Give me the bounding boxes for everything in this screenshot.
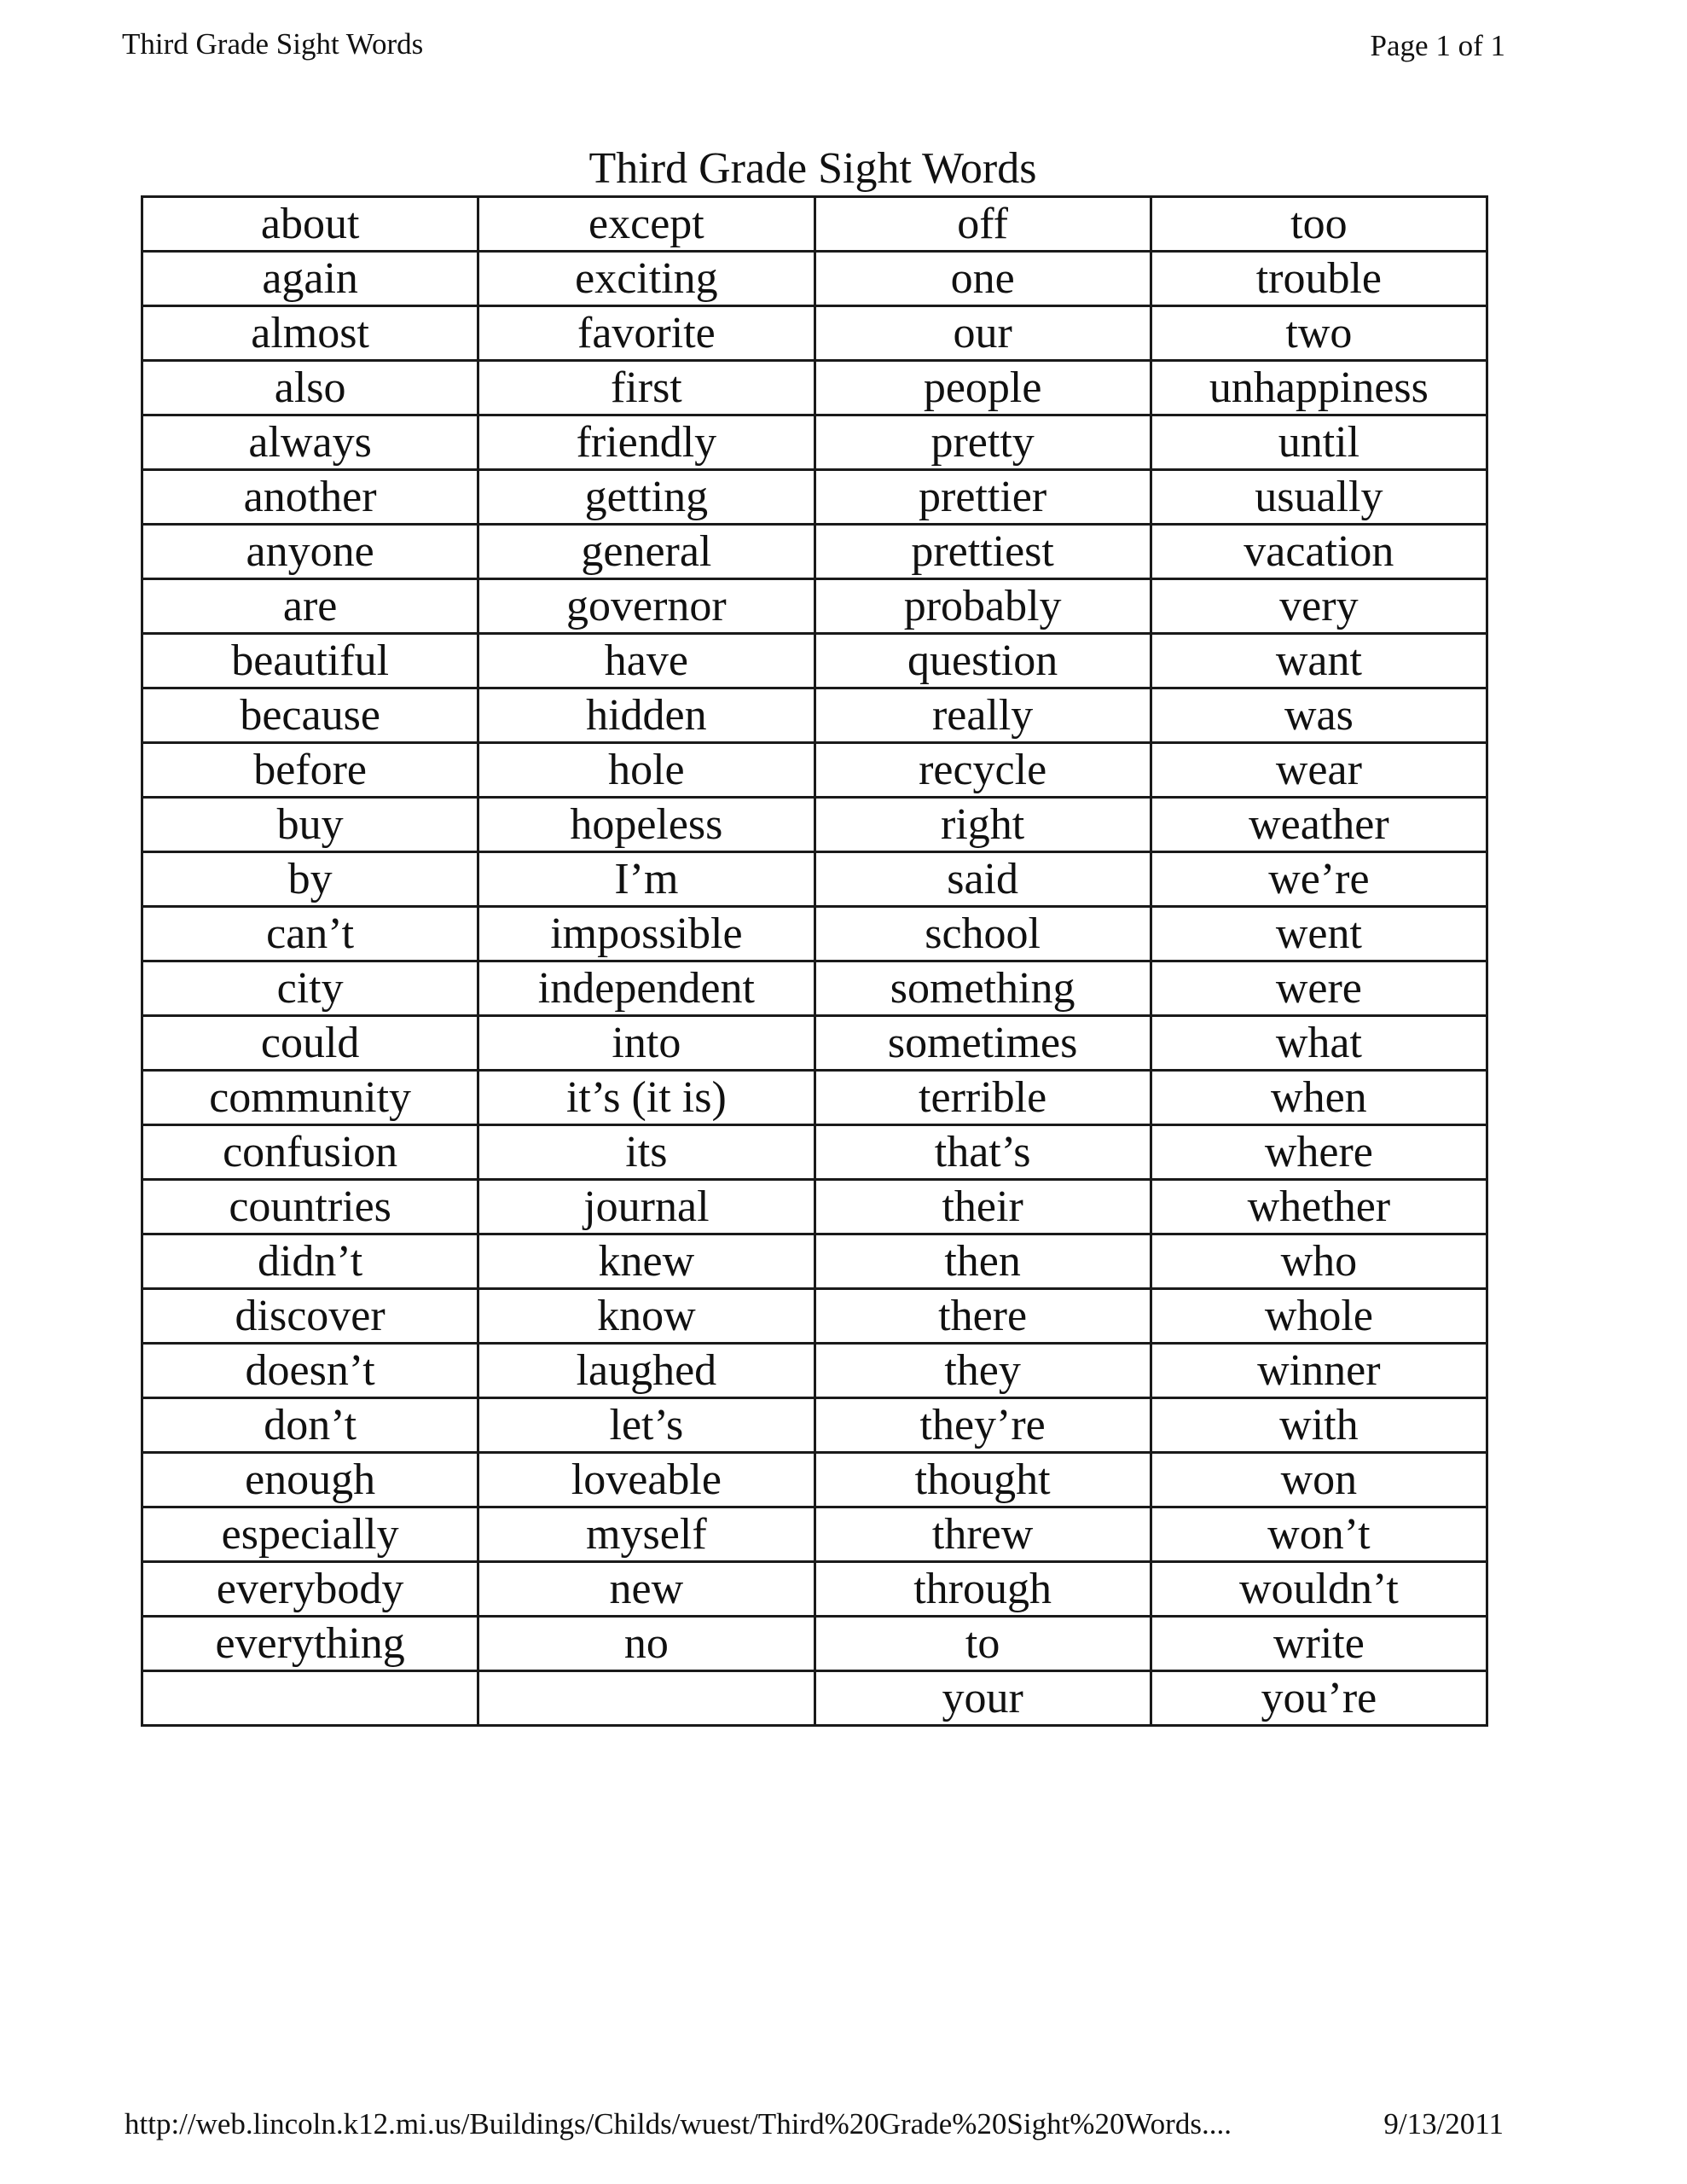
word-cell: their <box>815 1180 1151 1234</box>
table-row <box>142 1289 1487 1344</box>
word-cell: favorite <box>478 306 815 361</box>
word-cell: general <box>478 525 815 579</box>
word-cell: everything <box>142 1617 478 1671</box>
word-cell: discover <box>142 1289 478 1344</box>
table-row <box>142 415 1487 470</box>
word-cell: unhappiness <box>1151 361 1487 415</box>
word-cell: especially <box>142 1507 478 1562</box>
word-cell: that’s <box>815 1125 1151 1180</box>
table-row <box>142 1453 1487 1507</box>
table-row <box>142 197 1487 252</box>
word-cell: school <box>815 907 1151 961</box>
word-cell: hopeless <box>478 798 815 852</box>
word-cell: another <box>142 470 478 525</box>
word-cell: confusion <box>142 1125 478 1180</box>
word-cell: something <box>815 961 1151 1016</box>
table-row <box>142 798 1487 852</box>
word-cell: people <box>815 361 1151 415</box>
table-row <box>142 361 1487 415</box>
word-cell: vacation <box>1151 525 1487 579</box>
word-cell: recycle <box>815 743 1151 798</box>
word-cell: into <box>478 1016 815 1071</box>
word-cell: trouble <box>1151 252 1487 306</box>
word-cell: enough <box>142 1453 478 1507</box>
word-cell: everybody <box>142 1562 478 1617</box>
word-cell: before <box>142 743 478 798</box>
print-date: 9/13/2011 <box>1383 2107 1504 2140</box>
table-row <box>142 579 1487 634</box>
word-cell: were <box>1151 961 1487 1016</box>
word-cell: getting <box>478 470 815 525</box>
word-cell: laughed <box>478 1344 815 1398</box>
word-cell: city <box>142 961 478 1016</box>
word-cell: almost <box>142 306 478 361</box>
table-row <box>142 1016 1487 1071</box>
word-cell: too <box>1151 197 1487 252</box>
word-cell: are <box>142 579 478 634</box>
word-cell: friendly <box>478 415 815 470</box>
word-cell: buy <box>142 798 478 852</box>
sight-words-table-body <box>142 197 1487 1726</box>
word-cell: by <box>142 852 478 907</box>
table-row <box>142 306 1487 361</box>
word-cell: could <box>142 1016 478 1071</box>
word-cell: no <box>478 1617 815 1671</box>
word-cell: independent <box>478 961 815 1016</box>
word-cell: whole <box>1151 1289 1487 1344</box>
table-row <box>142 1398 1487 1453</box>
word-cell: whether <box>1151 1180 1487 1234</box>
table-row <box>142 1180 1487 1234</box>
word-cell: prettiest <box>815 525 1151 579</box>
word-cell: countries <box>142 1180 478 1234</box>
table-row <box>142 688 1487 743</box>
word-cell: know <box>478 1289 815 1344</box>
word-cell: want <box>1151 634 1487 688</box>
table-row <box>142 1617 1487 1671</box>
word-cell: your <box>815 1671 1151 1726</box>
word-cell: question <box>815 634 1151 688</box>
word-cell: then <box>815 1234 1151 1289</box>
word-cell: we’re <box>1151 852 1487 907</box>
word-cell: didn’t <box>142 1234 478 1289</box>
word-cell: write <box>1151 1617 1487 1671</box>
word-cell: hole <box>478 743 815 798</box>
word-cell: probably <box>815 579 1151 634</box>
word-cell: new <box>478 1562 815 1617</box>
word-cell: said <box>815 852 1151 907</box>
word-cell: our <box>815 306 1151 361</box>
word-cell: let’s <box>478 1398 815 1453</box>
table-row <box>142 1234 1487 1289</box>
word-cell <box>478 1671 815 1726</box>
word-cell: terrible <box>815 1071 1151 1125</box>
word-cell: right <box>815 798 1151 852</box>
word-cell: beautiful <box>142 634 478 688</box>
word-cell: through <box>815 1562 1151 1617</box>
table-row <box>142 852 1487 907</box>
word-cell: won <box>1151 1453 1487 1507</box>
word-cell: winner <box>1151 1344 1487 1398</box>
word-cell: except <box>478 197 815 252</box>
word-cell: they <box>815 1344 1151 1398</box>
word-cell: myself <box>478 1507 815 1562</box>
word-cell: sometimes <box>815 1016 1151 1071</box>
word-cell: loveable <box>478 1453 815 1507</box>
word-cell: one <box>815 252 1151 306</box>
word-cell: where <box>1151 1125 1487 1180</box>
word-cell: exciting <box>478 252 815 306</box>
word-cell: knew <box>478 1234 815 1289</box>
table-row <box>142 1344 1487 1398</box>
table-row <box>142 1071 1487 1125</box>
word-cell: they’re <box>815 1398 1151 1453</box>
word-cell: also <box>142 361 478 415</box>
word-cell: off <box>815 197 1151 252</box>
word-cell: governor <box>478 579 815 634</box>
word-cell: prettier <box>815 470 1151 525</box>
source-url: http://web.lincoln.k12.mi.us/Buildings/Childs/wuest/Third%20Grade%20Sight%20Words.... <box>125 2107 1232 2140</box>
word-cell: again <box>142 252 478 306</box>
word-cell: with <box>1151 1398 1487 1453</box>
word-cell <box>142 1671 478 1726</box>
table-row <box>142 961 1487 1016</box>
table-row <box>142 1671 1487 1726</box>
word-cell: threw <box>815 1507 1151 1562</box>
word-cell: won’t <box>1151 1507 1487 1562</box>
word-cell: I’m <box>478 852 815 907</box>
word-cell: two <box>1151 306 1487 361</box>
word-cell: anyone <box>142 525 478 579</box>
word-cell: was <box>1151 688 1487 743</box>
word-cell: until <box>1151 415 1487 470</box>
word-cell: always <box>142 415 478 470</box>
word-cell: very <box>1151 579 1487 634</box>
table-row <box>142 252 1487 306</box>
table-row <box>142 1562 1487 1617</box>
word-cell: impossible <box>478 907 815 961</box>
word-cell: community <box>142 1071 478 1125</box>
word-cell: wouldn’t <box>1151 1562 1487 1617</box>
page-title: Third Grade Sight Words <box>588 144 1037 193</box>
word-cell: what <box>1151 1016 1487 1071</box>
word-cell: about <box>142 197 478 252</box>
word-cell: who <box>1151 1234 1487 1289</box>
word-cell: pretty <box>815 415 1151 470</box>
table-row <box>142 470 1487 525</box>
sight-words-table <box>141 195 1488 1727</box>
header-title: Third Grade Sight Words <box>122 27 424 61</box>
word-cell: wear <box>1151 743 1487 798</box>
word-cell: first <box>478 361 815 415</box>
table-row <box>142 907 1487 961</box>
table-row <box>142 1125 1487 1180</box>
table-row <box>142 1507 1487 1562</box>
word-cell: doesn’t <box>142 1344 478 1398</box>
word-cell: thought <box>815 1453 1151 1507</box>
word-cell: usually <box>1151 470 1487 525</box>
word-cell: really <box>815 688 1151 743</box>
page-number: Page 1 of 1 <box>1370 29 1505 62</box>
word-cell: can’t <box>142 907 478 961</box>
word-cell: have <box>478 634 815 688</box>
word-cell: because <box>142 688 478 743</box>
table-row <box>142 634 1487 688</box>
word-cell: went <box>1151 907 1487 961</box>
word-cell: when <box>1151 1071 1487 1125</box>
table-row <box>142 525 1487 579</box>
word-cell: there <box>815 1289 1151 1344</box>
word-cell: to <box>815 1617 1151 1671</box>
word-cell: journal <box>478 1180 815 1234</box>
word-cell: you’re <box>1151 1671 1487 1726</box>
word-cell: it’s (it is) <box>478 1071 815 1125</box>
word-cell: its <box>478 1125 815 1180</box>
word-cell: weather <box>1151 798 1487 852</box>
word-cell: hidden <box>478 688 815 743</box>
table-row <box>142 743 1487 798</box>
word-cell: don’t <box>142 1398 478 1453</box>
